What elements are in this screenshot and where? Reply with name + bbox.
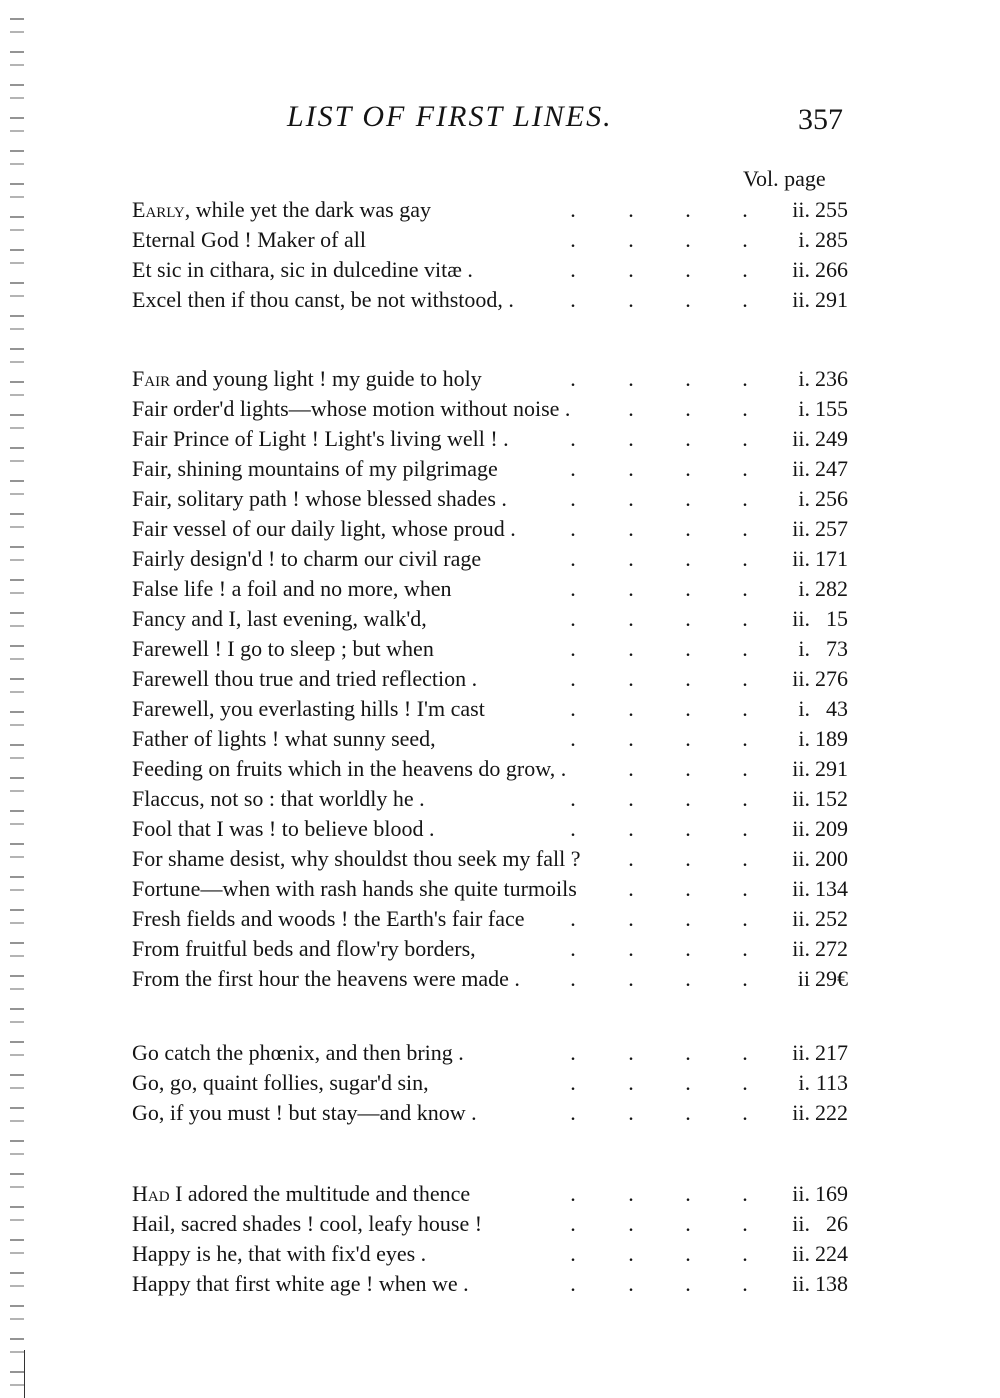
column-header: Vol. page	[743, 166, 826, 191]
first-line-rest: False life ! a foil and no more, when	[132, 576, 452, 601]
volume-number: i.	[798, 576, 810, 601]
leader-dot: .	[570, 426, 576, 451]
index-entry	[132, 396, 848, 426]
volume-number: i.	[798, 696, 810, 721]
leader-dot: .	[628, 486, 634, 511]
leader-dot: .	[628, 197, 634, 222]
volume-number: ii.	[792, 846, 810, 871]
leader-dot: .	[742, 606, 748, 631]
page-reference: 255	[815, 197, 848, 222]
leader-dot: .	[628, 1040, 634, 1065]
leader-dot: .	[570, 576, 576, 601]
first-line-text	[132, 257, 473, 283]
leader-dot: .	[628, 696, 634, 721]
leader-dot: .	[685, 576, 691, 601]
leader-dot: .	[742, 1181, 748, 1206]
page-reference: 276	[815, 666, 848, 691]
leader-dot: .	[742, 666, 748, 691]
first-line-text	[132, 1211, 482, 1237]
leader-dot: .	[570, 1211, 576, 1236]
leader-dot: .	[685, 966, 691, 991]
leader-dot: .	[742, 846, 748, 871]
first-line-rest: Fair, solitary path ! whose blessed shades .	[132, 486, 507, 511]
index-entry	[132, 876, 848, 906]
leader-dot: .	[685, 606, 691, 631]
first-line-rest: Father of lights ! what sunny seed,	[132, 726, 436, 751]
first-line-text	[132, 636, 434, 662]
leader-dot: .	[742, 396, 748, 421]
volume-number: ii.	[792, 546, 810, 571]
leader-dot: .	[685, 197, 691, 222]
leader-dot: .	[628, 816, 634, 841]
page-reference: 113	[815, 1070, 848, 1095]
index-entry	[132, 846, 848, 876]
leader-dot: .	[742, 1070, 748, 1095]
index-entry	[132, 257, 848, 287]
page-reference: 43	[826, 696, 848, 721]
leader-dot: .	[570, 696, 576, 721]
leader-dot: .	[685, 1211, 691, 1236]
page-reference: 285	[815, 227, 848, 252]
leader-dot: .	[685, 936, 691, 961]
volume-number: ii.	[792, 906, 810, 931]
page-reference: 169	[815, 1181, 848, 1206]
volume-number: i.	[798, 726, 810, 751]
leader-dot: .	[742, 576, 748, 601]
leader-dot: .	[742, 816, 748, 841]
first-line-rest: Happy that first white age ! when we .	[132, 1271, 469, 1296]
volume-number: ii.	[792, 1181, 810, 1206]
first-line-rest: and young light ! my guide to holy	[170, 366, 482, 391]
leader-dot: .	[742, 366, 748, 391]
leader-dot: .	[570, 1271, 576, 1296]
first-line-rest: Fortune—when with rash hands she quite turmoils	[132, 876, 577, 901]
first-line-rest: Fairly design'd ! to charm our civil rage	[132, 546, 482, 571]
leader-dot: .	[685, 1040, 691, 1065]
leader-dot: .	[742, 197, 748, 222]
leader-dot: .	[685, 1241, 691, 1266]
leader-dot: .	[628, 936, 634, 961]
leader-dot: .	[742, 876, 748, 901]
index-entry	[132, 606, 848, 636]
page-reference: 152	[815, 786, 848, 811]
leader-dot: .	[685, 666, 691, 691]
section-initial-word: Early	[132, 197, 185, 222]
page-reference: 282	[815, 576, 848, 601]
page-reference: 236	[815, 366, 848, 391]
leader-dot: .	[570, 486, 576, 511]
leader-dot: .	[685, 366, 691, 391]
index-entry	[132, 197, 848, 227]
first-line-text	[132, 1040, 464, 1066]
page-reference: 29€	[815, 966, 848, 991]
binding-gutter	[10, 0, 24, 1398]
first-line-text	[132, 726, 436, 752]
index-entry	[132, 906, 848, 936]
first-line-rest: Fancy and I, last evening, walk'd,	[132, 606, 427, 631]
page-reference: 217	[815, 1040, 848, 1065]
first-line-text	[132, 846, 581, 872]
leader-dot: .	[685, 636, 691, 661]
page-reference: 155	[815, 396, 848, 421]
leader-dot: .	[685, 1181, 691, 1206]
index-entry	[132, 426, 848, 456]
first-line-rest: Farewell ! I go to sleep ; but when	[132, 636, 434, 661]
index-entry	[132, 966, 848, 996]
leader-dot: .	[570, 1100, 576, 1125]
leader-dot: .	[570, 456, 576, 481]
first-line-rest: For shame desist, why shouldst thou seek my fall ?	[132, 846, 581, 871]
index-entry	[132, 1181, 848, 1211]
leader-dot: .	[570, 816, 576, 841]
leader-dot: .	[628, 426, 634, 451]
first-line-rest: Farewell, you everlasting hills ! I'm cast	[132, 696, 485, 721]
leader-dot: .	[570, 257, 576, 282]
leader-dot: .	[685, 1070, 691, 1095]
volume-number: ii.	[792, 257, 810, 282]
index-entry	[132, 546, 848, 576]
leader-dot: .	[685, 756, 691, 781]
first-line-rest: Fresh fields and woods ! the Earth's fair face	[132, 906, 525, 931]
leader-dot: .	[685, 846, 691, 871]
first-line-text	[132, 227, 366, 253]
page-number: 357	[798, 103, 843, 136]
first-line-rest: Fair, shining mountains of my pilgrimage	[132, 456, 498, 481]
index-entry	[132, 666, 848, 696]
leader-dot: .	[742, 726, 748, 751]
leader-dot: .	[628, 636, 634, 661]
leader-dot: .	[570, 1181, 576, 1206]
index-entry	[132, 636, 848, 666]
leader-dot: .	[628, 1070, 634, 1095]
leader-dot: .	[685, 786, 691, 811]
volume-number: i.	[798, 227, 810, 252]
page-reference: 209	[815, 816, 848, 841]
index-entry	[132, 696, 848, 726]
leader-dot: .	[628, 546, 634, 571]
page-reference: 249	[815, 426, 848, 451]
section-initial-word: Fair	[132, 366, 171, 391]
leader-dot: .	[628, 456, 634, 481]
first-line-rest: Flaccus, not so : that worldly he .	[132, 786, 425, 811]
volume-number: ii.	[792, 756, 810, 781]
leader-dot: .	[742, 546, 748, 571]
first-line-rest: Fair order'd lights—whose motion without noise .	[132, 396, 571, 421]
leader-dot: .	[628, 606, 634, 631]
leader-dot: .	[742, 456, 748, 481]
leader-dot: .	[742, 636, 748, 661]
first-line-text	[132, 197, 431, 223]
leader-dot: .	[628, 666, 634, 691]
leader-dot: .	[628, 516, 634, 541]
leader-dot: .	[742, 426, 748, 451]
first-line-rest: Go, if you must ! but stay—and know .	[132, 1100, 477, 1125]
leader-dot: .	[742, 257, 748, 282]
page-reference: 257	[815, 516, 848, 541]
page-reference: 291	[815, 756, 848, 781]
leader-dot: .	[685, 876, 691, 901]
volume-number: i.	[798, 486, 810, 511]
leader-dot: .	[742, 1271, 748, 1296]
leader-dot: .	[685, 227, 691, 252]
first-line-text	[132, 606, 427, 632]
leader-dot: .	[628, 1271, 634, 1296]
leader-dot: .	[742, 486, 748, 511]
leader-dot: .	[628, 396, 634, 421]
first-line-text	[132, 966, 520, 992]
leader-dot: .	[570, 786, 576, 811]
leader-dot: .	[628, 876, 634, 901]
first-line-text	[132, 576, 452, 602]
leader-dot: .	[628, 786, 634, 811]
leader-dot: .	[570, 1241, 576, 1266]
leader-dot: .	[685, 696, 691, 721]
leader-dot: .	[628, 756, 634, 781]
first-line-rest: Go catch the phœnix, and then bring .	[132, 1040, 464, 1065]
volume-number: ii.	[792, 786, 810, 811]
index-entry	[132, 516, 848, 546]
index-entry	[132, 227, 848, 257]
leader-dot: .	[685, 1271, 691, 1296]
volume-number: ii.	[792, 1271, 810, 1296]
leader-dot: .	[685, 516, 691, 541]
leader-dot: .	[628, 257, 634, 282]
volume-number: ii.	[792, 456, 810, 481]
page-reference: 247	[815, 456, 848, 481]
leader-dot: .	[685, 816, 691, 841]
first-line-text	[132, 516, 516, 542]
leader-dot: .	[570, 966, 576, 991]
page-reference: 189	[815, 726, 848, 751]
index-entry	[132, 287, 848, 317]
page-reference: 134	[815, 876, 848, 901]
leader-dot: .	[628, 1100, 634, 1125]
volume-number: ii.	[792, 1241, 810, 1266]
leader-dot: .	[570, 227, 576, 252]
page-reference: 15	[826, 606, 848, 631]
leader-dot: .	[570, 287, 576, 312]
volume-number: i.	[798, 1070, 810, 1095]
leader-dot: .	[685, 456, 691, 481]
first-line-text	[132, 546, 481, 572]
leader-dot: .	[570, 1040, 576, 1065]
first-line-rest: Feeding on fruits which in the heavens do grow, .	[132, 756, 567, 781]
first-line-rest: , while yet the dark was gay	[184, 197, 431, 222]
leader-dot: .	[570, 1070, 576, 1095]
volume-number: ii.	[792, 816, 810, 841]
first-line-text	[132, 1100, 477, 1126]
leader-dot: .	[628, 1211, 634, 1236]
index-entry	[132, 816, 848, 846]
first-line-rest: Happy is he, that with fix'd eyes .	[132, 1241, 427, 1266]
leader-dot: .	[570, 636, 576, 661]
first-line-text	[132, 1070, 429, 1096]
first-line-text	[132, 876, 577, 902]
index-entry	[132, 1241, 848, 1271]
volume-number: ii.	[792, 606, 810, 631]
leader-dot: .	[628, 287, 634, 312]
index-entry	[132, 1100, 848, 1130]
page-reference: 171	[815, 546, 848, 571]
leader-dot: .	[742, 756, 748, 781]
leader-dot: .	[742, 1100, 748, 1125]
first-line-rest: Excel then if thou canst, be not withstood, .	[132, 287, 514, 312]
volume-number: i.	[798, 636, 810, 661]
page-reference: 222	[815, 1100, 848, 1125]
leader-dot: .	[742, 786, 748, 811]
first-line-text	[132, 1271, 469, 1297]
section-initial-word: Had	[132, 1181, 170, 1206]
index-entry	[132, 456, 848, 486]
volume-number: ii.	[792, 666, 810, 691]
leader-dot: .	[570, 906, 576, 931]
leader-dot: .	[570, 606, 576, 631]
leader-dot: .	[742, 966, 748, 991]
volume-number: i.	[798, 396, 810, 421]
leader-dot: .	[742, 1241, 748, 1266]
index-entry	[132, 366, 848, 396]
leader-dot: .	[685, 726, 691, 751]
first-line-text	[132, 936, 476, 962]
index-entry	[132, 1211, 848, 1241]
first-line-rest: From fruitful beds and flow'ry borders,	[132, 936, 476, 961]
page-reference: 224	[815, 1241, 848, 1266]
leader-dot: .	[570, 546, 576, 571]
volume-number: ii.	[792, 197, 810, 222]
leader-dot: .	[570, 366, 576, 391]
first-line-text	[132, 1241, 426, 1267]
page-reference: 138	[815, 1271, 848, 1296]
leader-dot: .	[628, 1241, 634, 1266]
leader-dot: .	[628, 906, 634, 931]
first-line-text	[132, 696, 485, 722]
leader-dot: .	[570, 666, 576, 691]
leader-dot: .	[742, 936, 748, 961]
index-entry	[132, 576, 848, 606]
index-entry	[132, 1040, 848, 1070]
index-entry	[132, 1271, 848, 1301]
index-entry	[132, 726, 848, 756]
leader-dot: .	[742, 227, 748, 252]
volume-number: ii.	[792, 1040, 810, 1065]
page-reference: 291	[815, 287, 848, 312]
first-line-text	[132, 486, 507, 512]
first-line-text	[132, 756, 566, 782]
page-reference: 272	[815, 936, 848, 961]
page-reference: 26	[826, 1211, 848, 1236]
leader-dot: .	[628, 366, 634, 391]
index-entry	[132, 1070, 848, 1100]
first-line-text	[132, 1181, 470, 1207]
leader-dot: .	[628, 966, 634, 991]
leader-dot: .	[685, 906, 691, 931]
volume-number: i.	[798, 366, 810, 391]
volume-number: ii	[797, 966, 810, 991]
leader-dot: .	[628, 726, 634, 751]
first-line-text	[132, 456, 498, 482]
leader-dot: .	[685, 1100, 691, 1125]
first-line-rest: Fair vessel of our daily light, whose proud .	[132, 516, 516, 541]
gutter-mark	[24, 1350, 25, 1398]
leader-dot: .	[685, 546, 691, 571]
page-reference: 256	[815, 486, 848, 511]
first-line-rest: Fool that I was ! to believe blood .	[132, 816, 435, 841]
first-line-rest: I adored the multitude and thence	[169, 1181, 471, 1206]
leader-dot: .	[570, 516, 576, 541]
first-line-text	[132, 366, 482, 392]
index-entry	[132, 936, 848, 966]
page-reference: 200	[815, 846, 848, 871]
first-line-text	[132, 396, 570, 422]
leader-dot: .	[685, 426, 691, 451]
leader-dot: .	[685, 396, 691, 421]
first-line-text	[132, 906, 525, 932]
leader-dot: .	[685, 486, 691, 511]
volume-number: ii.	[792, 936, 810, 961]
leader-dot: .	[742, 287, 748, 312]
volume-number: ii.	[792, 516, 810, 541]
volume-number: ii.	[792, 876, 810, 901]
volume-number: ii.	[792, 426, 810, 451]
running-title: LIST OF FIRST LINES.	[287, 100, 613, 133]
first-line-rest: Eternal God ! Maker of all	[132, 227, 366, 252]
first-line-text	[132, 786, 425, 812]
leader-dot: .	[742, 1211, 748, 1236]
leader-dot: .	[628, 227, 634, 252]
page-reference: 252	[815, 906, 848, 931]
first-line-rest: Farewell thou true and tried reflection .	[132, 666, 478, 691]
leader-dot: .	[742, 696, 748, 721]
first-line-text	[132, 287, 514, 313]
leader-dot: .	[685, 257, 691, 282]
page-reference: 266	[815, 257, 848, 282]
volume-number: ii.	[792, 1211, 810, 1236]
leader-dot: .	[628, 576, 634, 601]
leader-dot: .	[570, 197, 576, 222]
leader-dot: .	[628, 1181, 634, 1206]
page-reference: 73	[826, 636, 848, 661]
first-line-rest: Et sic in cithara, sic in dulcedine vitæ .	[132, 257, 473, 282]
index-entry	[132, 486, 848, 516]
first-line-rest: Fair Prince of Light ! Light's living well ! .	[132, 426, 509, 451]
first-line-text	[132, 816, 434, 842]
leader-dot: .	[570, 936, 576, 961]
first-line-rest: Hail, sacred shades ! cool, leafy house !	[132, 1211, 483, 1236]
first-line-rest: Go, go, quaint follies, sugar'd sin,	[132, 1070, 429, 1095]
leader-dot: .	[685, 287, 691, 312]
leader-dot: .	[742, 906, 748, 931]
volume-number: ii.	[792, 1100, 810, 1125]
index-entry	[132, 756, 848, 786]
leader-dot: .	[628, 846, 634, 871]
leader-dot: .	[742, 1040, 748, 1065]
first-line-text	[132, 666, 477, 692]
leader-dot: .	[570, 726, 576, 751]
leader-dot: .	[742, 516, 748, 541]
first-line-rest: From the first hour the heavens were made .	[132, 966, 520, 991]
index-entry	[132, 786, 848, 816]
first-line-text	[132, 426, 509, 452]
volume-number: ii.	[792, 287, 810, 312]
